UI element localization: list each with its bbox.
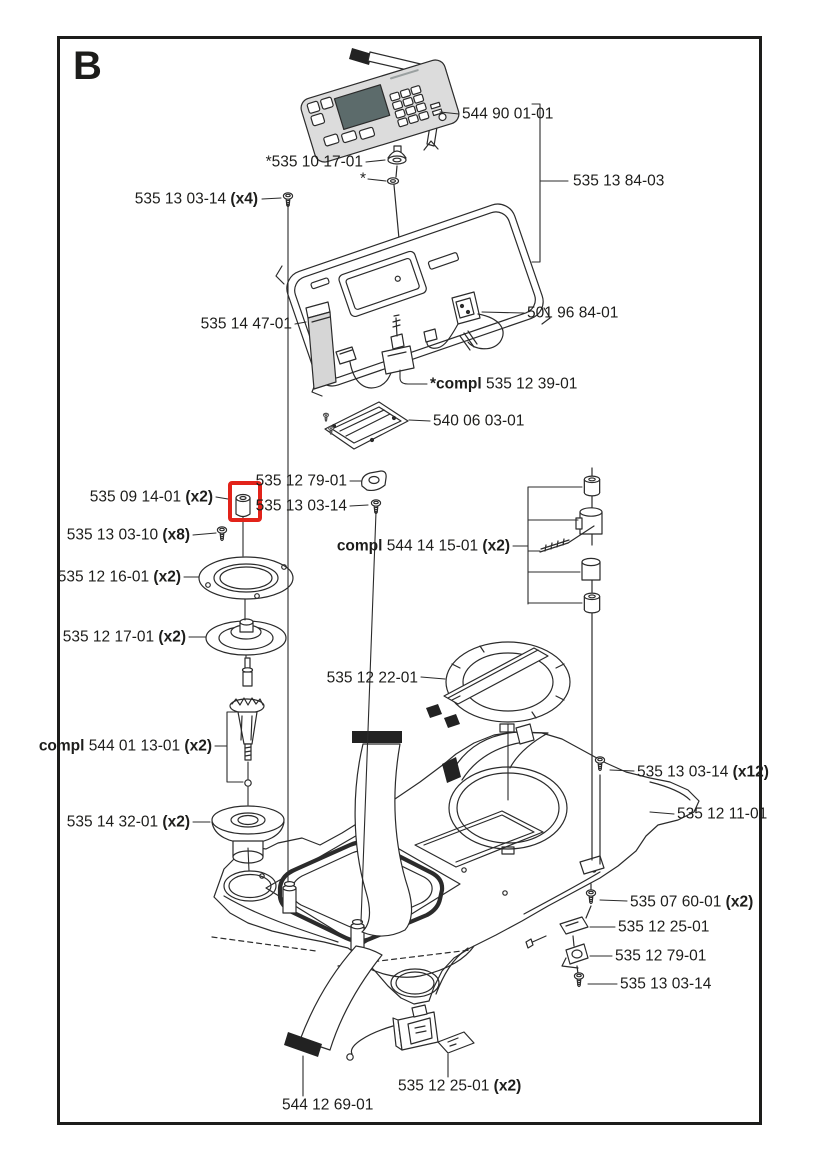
part-label-5019684-01: 501 96 84-01 [527,304,619,322]
part-label-5351303-14: 535 13 03-14 [255,497,347,515]
part-label-5351279-01: 535 12 79-01 [255,472,347,490]
part-label-5350914-01-x2: 535 09 14-01 (x2) [89,488,213,506]
part-label-5441415-01-x2: compl 544 14 15-01 (x2) [336,537,510,555]
part-label-5351447-01: 535 14 47-01 [200,315,292,333]
part-label-5351216-01-x2: 535 12 16-01 (x2) [57,568,181,586]
part-label-5400603-01: 540 06 03-01 [433,412,525,430]
part-label-5440113-01-x2: compl 544 01 13-01 (x2) [38,737,212,755]
pcb-plate [323,402,408,449]
screw-mid [371,500,380,514]
part-label-5351222-01: 535 12 22-01 [326,669,418,687]
screw-x8 [217,527,226,541]
chassis-body [212,724,699,1060]
part-label-5351017-01: *535 10 17-01 [265,153,363,171]
seal-disc-17 [206,619,286,655]
keypad-membrane [299,48,462,164]
part-label-5350760-01-x2: 535 07 60-01 (x2) [630,893,754,911]
part-label-5351303-14-x12: 535 13 03-14 (x12) [637,763,769,781]
part-label-5351211-01: 535 12 11-01 [677,805,768,823]
part-label-5351217-01-x2: 535 12 17-01 (x2) [62,628,186,646]
highlight-box [228,481,262,522]
part-label-5351225-01-x2: 535 12 25-01 (x2) [398,1077,522,1095]
part-label-5351303-14: 535 13 03-14 [620,975,712,993]
part-label-5449001-01: 544 90 01-01 [462,105,554,123]
cable-clip-upper [362,471,386,490]
ribbon-cable-lower [284,946,382,1057]
part-label-5441269-01: 544 12 69-01 [282,1096,374,1114]
section-letter: B [73,44,102,88]
part-label-5351432-01-x2: 535 14 32-01 (x2) [66,813,190,831]
part-label-5351303-14-x4: 535 13 03-14 (x4) [134,190,258,208]
part-label-5351279-01: 535 12 79-01 [615,947,707,965]
spindle-assembly [230,658,264,786]
part-label-5351225-01: 535 12 25-01 [618,918,710,936]
part-label-5351303-10-x8: 535 13 03-10 (x8) [66,526,190,544]
part-label-5351239-01: *compl 535 12 39-01 [430,375,578,393]
part-label-5351384-03: 535 13 84-03 [573,172,665,190]
part-label-: * [359,170,366,188]
seal-disc-16 [199,557,293,599]
lid-knob [426,642,570,732]
